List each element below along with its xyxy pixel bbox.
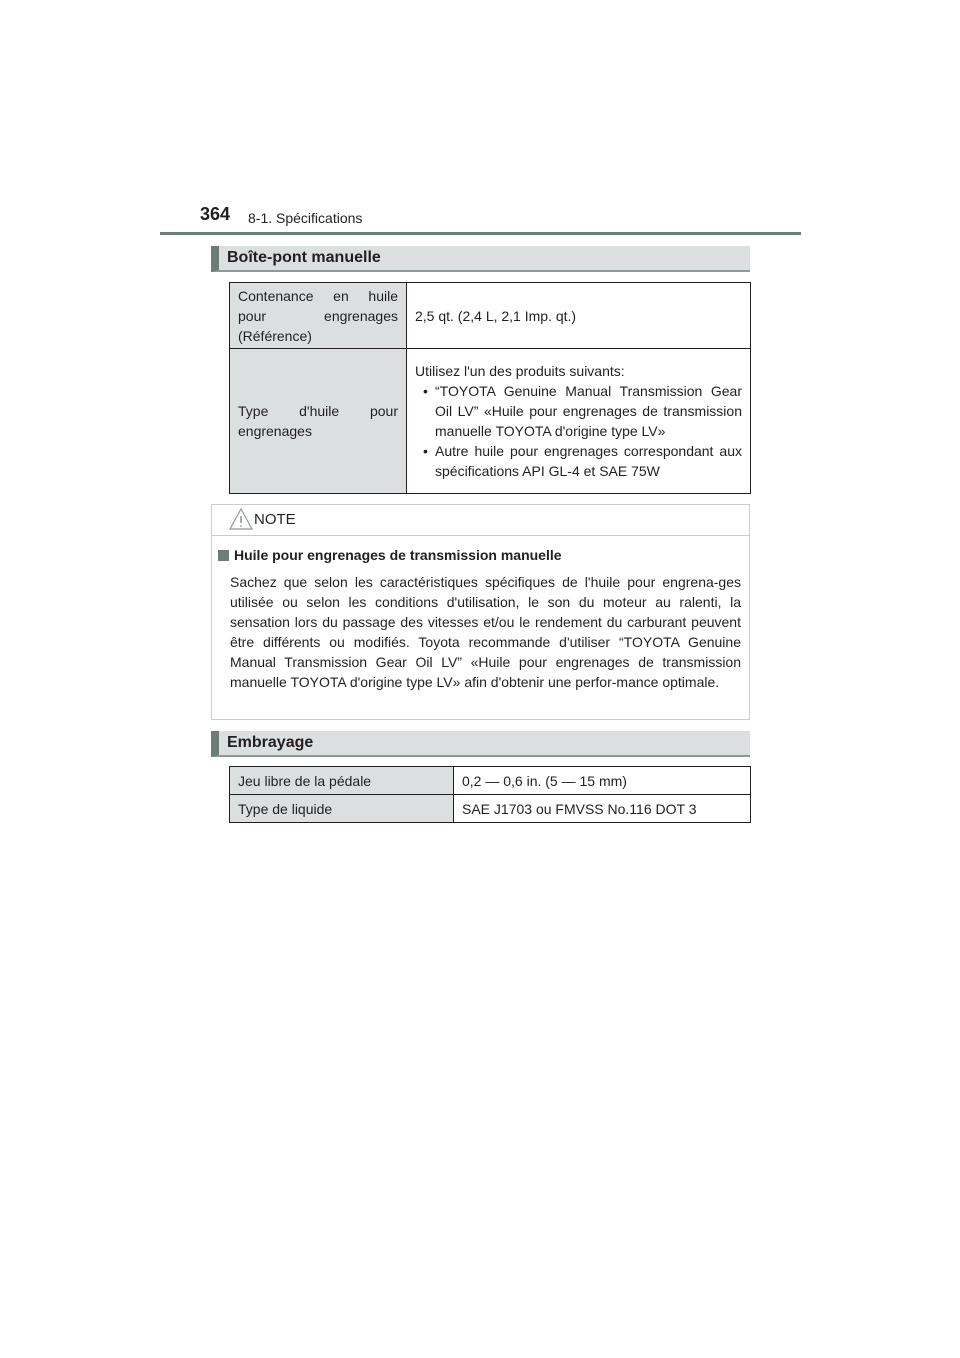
spec-label: Contenance en huile pour engrenages (Référence) [230, 283, 407, 349]
note-box [211, 504, 750, 720]
section-title: Embrayage [227, 734, 314, 751]
note-header [212, 505, 749, 536]
square-bullet-icon [218, 550, 229, 561]
chapter-title: 8-1. Spécifications [248, 210, 363, 226]
list-item: • “TOYOTA Genuine Manual Transmission Gear Oil LV” «Huile pour engrenages de transmission manuelle TOYOTA d'origine type LV» [415, 381, 742, 441]
warning-triangle-icon [228, 507, 254, 531]
spec-value [407, 349, 751, 494]
spec-value: SAE J1703 ou FMVSS No.116 DOT 3 [454, 795, 751, 823]
spec-label: Jeu libre de la pédale [230, 767, 454, 795]
page-number: 364 [200, 204, 231, 224]
spec-value: 0,2 — 0,6 in. (5 — 15 mm) [454, 767, 751, 795]
section-heading-clutch [211, 731, 750, 757]
spec-label: Type d'huile pour engrenages [230, 349, 407, 494]
spec-label: Type de liquide [230, 795, 454, 823]
spec-intro: Utilisez l'un des produits suivants: [415, 363, 625, 379]
manual-transaxle-spec-table [229, 282, 751, 494]
table-row [230, 283, 751, 349]
note-text: Sachez que selon les caractéristiques spécifiques de l'huile pour engrena-ges utilisée ou selon les conditions d'utilisation, le son du moteur au ralenti, la sensation lors du passage des vitesses et/ou le rendement du carburant peuvent être différents ou modifiés. Toyota recommande d'utiliser “TOYOTA Genuine Manual Transmission Gear Oil LV” «Huile pour engrenages de transmission manuelle TOYOTA d'origine type LV» afin d'obtenir une perfor-mance optimale. [230, 574, 741, 690]
table-row [230, 795, 751, 823]
section-heading-manual-transaxle [211, 246, 750, 272]
table-row [230, 767, 751, 795]
note-heading [212, 547, 562, 563]
header-divider [160, 232, 801, 235]
list-item: • Autre huile pour engrenages correspondant aux spécifications API GL-4 et SAE 75W [415, 441, 742, 481]
spec-value: 2,5 qt. (2,4 L, 2,1 Imp. qt.) [407, 283, 751, 349]
table-row [230, 349, 751, 494]
spec-bullet-list [415, 381, 742, 481]
note-label: NOTE [254, 511, 296, 528]
section-title: Boîte-pont manuelle [227, 249, 381, 266]
clutch-spec-table [229, 766, 751, 823]
note-heading-text: Huile pour engrenages de transmission manuelle [234, 547, 562, 563]
